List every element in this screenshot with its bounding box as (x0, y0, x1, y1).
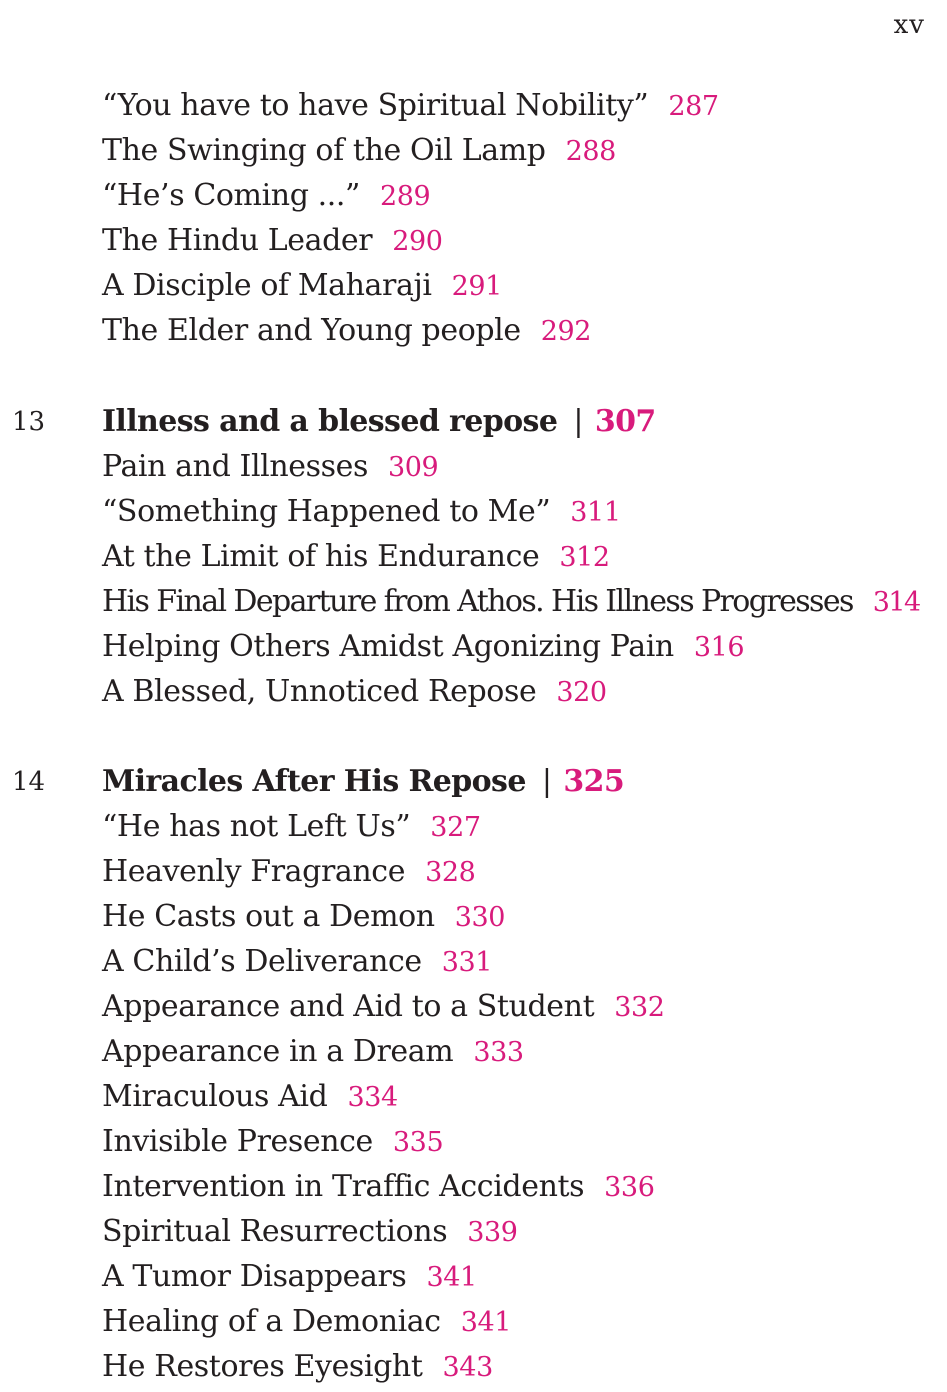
toc-entry[interactable] (102, 1032, 524, 1073)
entry-page-number: 287 (668, 91, 719, 122)
entry-title: He Casts out a Demon (102, 899, 435, 934)
entry-title: Intervention in Traffic Accidents (102, 1169, 585, 1204)
toc-entry[interactable] (102, 852, 475, 893)
toc-entry[interactable] (102, 1122, 443, 1163)
toc-entry[interactable] (102, 627, 744, 668)
entry-page-number: 343 (442, 1352, 493, 1383)
toc-entry[interactable] (102, 537, 610, 578)
entry-page-number: 327 (430, 812, 481, 843)
chapter-title: Miracles After His Repose (102, 764, 526, 799)
entry-title: “Something Happened to Me” (102, 494, 551, 529)
entry-title: The Hindu Leader (102, 223, 373, 258)
entry-page-number: 289 (380, 181, 431, 212)
entry-page-number: 314 (872, 587, 920, 618)
entry-page-number: 312 (559, 542, 610, 573)
entry-title: The Swinging of the Oil Lamp (102, 133, 546, 168)
chapter-number: 13 (12, 407, 46, 437)
toc-entry[interactable] (102, 1257, 477, 1298)
entry-page-number: 330 (454, 902, 506, 933)
entry-title: A Child’s Deliverance (102, 944, 422, 979)
toc-entry[interactable] (102, 672, 607, 713)
chapter-separator: | (541, 764, 552, 799)
entry-title: “He’s Coming ...” (102, 178, 360, 213)
toc-entry[interactable] (102, 1077, 398, 1118)
entry-page-number: 336 (604, 1172, 655, 1203)
entry-page-number: 311 (570, 497, 621, 528)
toc-entry[interactable] (102, 447, 438, 488)
entry-title: Spiritual Resurrections (102, 1214, 448, 1249)
toc-entry[interactable] (102, 897, 505, 938)
entry-title: Helping Others Amidst Agonizing Pain (102, 629, 674, 664)
entry-title: His Final Departure from Athos. His Illness Progresses (102, 584, 853, 619)
entry-title: Invisible Presence (102, 1124, 373, 1159)
entry-title: Healing of a Demoniac (102, 1304, 441, 1339)
entry-title: He Restores Eyesight (102, 1349, 423, 1384)
toc-entry[interactable] (102, 492, 621, 533)
toc-entry[interactable] (102, 86, 719, 127)
entry-title: At the Limit of his Endurance (102, 539, 540, 574)
chapter-page-number: 325 (563, 764, 625, 799)
toc-entry[interactable] (102, 266, 502, 307)
toc-entry[interactable] (102, 1302, 511, 1343)
entry-page-number: 341 (426, 1262, 477, 1293)
entry-page-number: 331 (441, 947, 493, 978)
toc-entry[interactable] (102, 1347, 493, 1388)
entry-page-number: 341 (460, 1307, 512, 1338)
entry-page-number: 291 (451, 271, 502, 302)
entry-title: Miraculous Aid (102, 1079, 328, 1114)
entry-title: The Elder and Young people (102, 313, 521, 348)
entry-title: A Blessed, Unnoticed Repose (102, 674, 537, 709)
entry-page-number: 328 (425, 857, 476, 888)
toc-entry[interactable] (102, 987, 665, 1028)
toc-entry[interactable] (102, 807, 481, 848)
entry-page-number: 292 (540, 316, 592, 347)
entry-page-number: 316 (693, 632, 745, 663)
chapter-number: 14 (12, 767, 46, 797)
toc-entry[interactable] (102, 582, 920, 623)
toc-entry[interactable] (102, 311, 591, 352)
entry-title: Heavenly Fragrance (102, 854, 406, 889)
entry-title: “He has not Left Us” (102, 809, 411, 844)
entry-page-number: 332 (614, 992, 665, 1023)
entry-page-number: 333 (473, 1037, 524, 1068)
entry-page-number: 288 (565, 136, 616, 167)
toc-entry[interactable] (102, 131, 616, 172)
entry-title: Pain and Illnesses (102, 449, 368, 484)
entry-page-number: 334 (347, 1082, 398, 1113)
entry-title: Appearance in a Dream (102, 1034, 454, 1069)
page-folio: xv (893, 10, 925, 40)
entry-title: Appearance and Aid to a Student (102, 989, 595, 1024)
entry-page-number: 309 (387, 452, 439, 483)
entry-page-number: 335 (392, 1127, 444, 1158)
entry-page-number: 339 (467, 1217, 518, 1248)
toc-entry[interactable] (102, 221, 443, 262)
entry-title: A Tumor Disappears (102, 1259, 407, 1294)
chapter-title: Illness and a blessed repose (102, 404, 558, 439)
toc-entry[interactable] (102, 1212, 518, 1253)
toc-entry[interactable] (102, 942, 492, 983)
entry-title: “You have to have Spiritual Nobility” (102, 88, 649, 123)
entry-title: A Disciple of Maharaji (102, 268, 432, 303)
entry-page-number: 290 (392, 226, 443, 257)
entry-page-number: 320 (556, 677, 607, 708)
toc-entry[interactable] (102, 1167, 654, 1208)
chapter-separator: | (573, 404, 583, 439)
toc-entry[interactable] (102, 176, 430, 217)
chapter-page-number: 307 (594, 404, 656, 439)
